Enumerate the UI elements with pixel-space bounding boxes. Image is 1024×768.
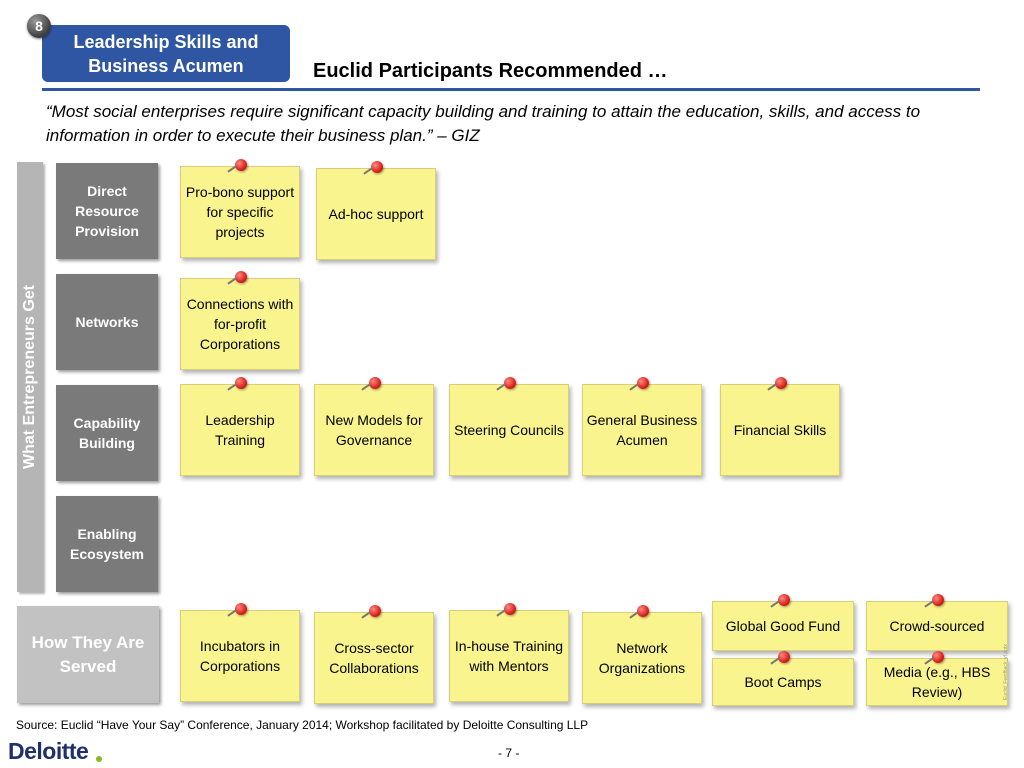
note-text: New Models for Governance (325, 412, 423, 448)
category-networks: Networks (56, 274, 158, 370)
sticky-note (582, 612, 702, 704)
title-divider (42, 88, 980, 91)
note-text: Global Good Fund (725, 618, 841, 634)
note-text: General Business Acumen (586, 412, 698, 448)
sticky-note (180, 166, 300, 258)
pushpin-icon (504, 603, 516, 615)
note-text: Cross-sector Collaborations (329, 640, 419, 676)
pushpin-icon (504, 377, 516, 389)
section-tab: Leadership Skills and Business Acumen (42, 25, 290, 82)
quote-text: “Most social enterprises require significant capacity building and training to attain the education, skills, and access to information in order to execute their business plan.” – GIZ (46, 102, 921, 145)
pushpin-icon (637, 605, 649, 617)
pushpin-icon (369, 605, 381, 617)
sticky-note (180, 384, 300, 476)
category-enabling-ecosystem: Enabling Ecosystem (56, 496, 158, 592)
sticky-note (314, 612, 434, 704)
sticky-note (866, 658, 1008, 706)
sticky-note (582, 384, 702, 476)
note-text: Steering Councils (454, 422, 564, 438)
category-direct-resource-provision: Direct Resource Provision (56, 163, 158, 259)
sticky-note (314, 384, 434, 476)
sticky-note (720, 384, 840, 476)
sticky-note (180, 278, 300, 370)
side-label: What Entrepreneurs Get (21, 284, 38, 470)
pushpin-icon (932, 651, 944, 663)
sticky-note (316, 168, 436, 260)
sticky-note (866, 601, 1008, 651)
pushpin-icon (778, 651, 790, 663)
pushpin-icon (637, 377, 649, 389)
note-text: Pro-bono support for specific projects (185, 184, 295, 240)
note-text: Connections with for-profit Corporations (186, 296, 294, 352)
sticky-note (449, 610, 569, 702)
note-text: Network Organizations (598, 640, 686, 676)
category-capability-building: Capability Building (56, 385, 158, 481)
note-text: Media (e.g., HBS Review) (883, 664, 991, 700)
note-text: Crowd-sourced (889, 618, 985, 634)
pushpin-icon (932, 594, 944, 606)
note-text: Financial Skills (733, 422, 827, 438)
source-note: Source: Euclid “Have Your Say” Conference, January 2014; Workshop facilitated by Deloitte Consulting LLP (16, 718, 589, 732)
note-text: Incubators in Corporations (199, 638, 281, 674)
sticky-note (712, 658, 854, 706)
sticky-note (180, 610, 300, 702)
pushpin-icon (778, 594, 790, 606)
pushpin-icon (775, 377, 787, 389)
how-they-are-served-box: How They Are Served (17, 606, 159, 703)
pushpin-icon (235, 377, 247, 389)
note-text: Leadership Training (205, 412, 275, 448)
pushpin-icon (369, 377, 381, 389)
pushpin-icon (235, 159, 247, 171)
deloitte-logo: Deloitte (8, 738, 89, 764)
page-number: - 7 - (498, 746, 520, 760)
file-reference: Euclid_Feedback_vf.pptx (1003, 644, 1009, 700)
section-number-badge: 8 (27, 14, 51, 38)
logo-dot (96, 756, 102, 762)
note-text: Ad-hoc support (328, 206, 424, 222)
pushpin-icon (235, 271, 247, 283)
note-text: Boot Camps (744, 674, 822, 690)
note-text: In-house Training with Mentors (454, 638, 564, 674)
pushpin-icon (371, 161, 383, 173)
sticky-note (449, 384, 569, 476)
page-title: Euclid Participants Recommended … (313, 60, 668, 82)
sticky-note (712, 601, 854, 651)
pushpin-icon (235, 603, 247, 615)
